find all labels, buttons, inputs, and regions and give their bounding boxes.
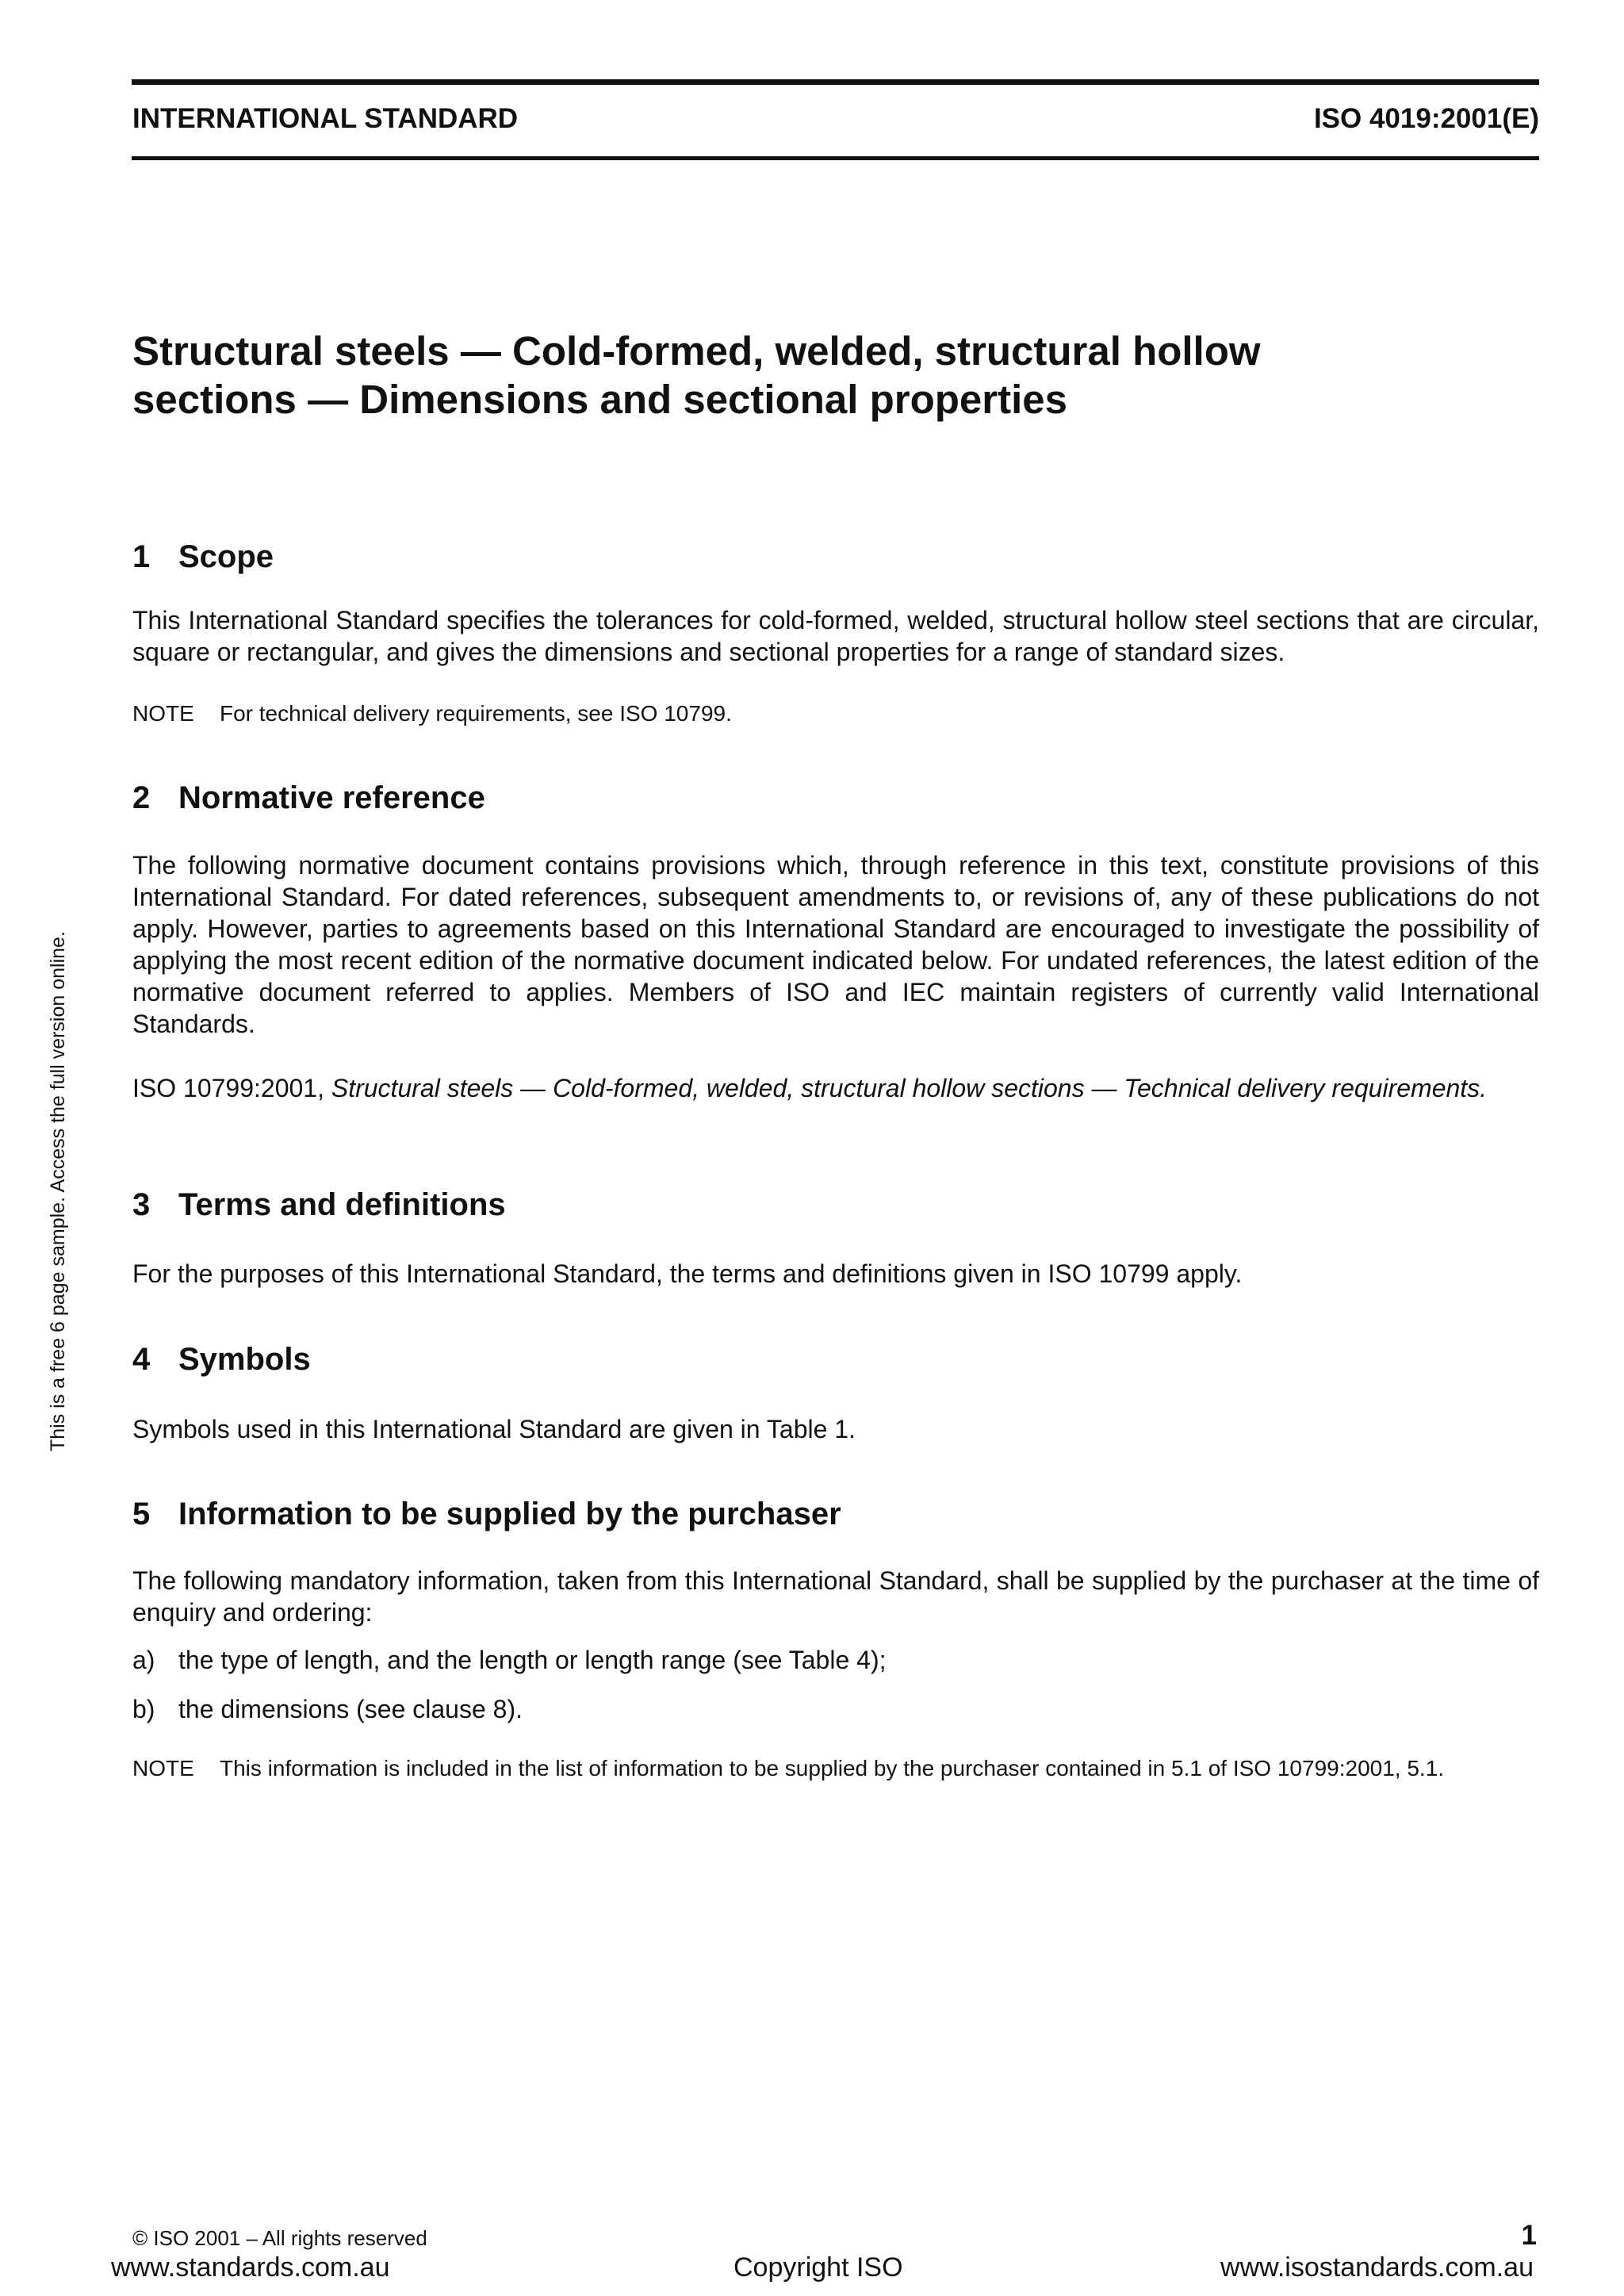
note-text: This information is included in the list of information to be supplied by the purchaser contained in 5.1 of ISO 10799:2001, 5.1. [220, 1756, 1445, 1780]
copyright-notice: © ISO 2001 – All rights reserved [132, 2226, 427, 2250]
section-heading-scope [132, 538, 274, 576]
section-title: Normative reference [178, 780, 485, 815]
section-heading-terms [132, 1186, 506, 1224]
list-item [132, 1693, 523, 1725]
note-text: For technical delivery requirements, see ISO 10799. [220, 701, 732, 726]
list-item [132, 1644, 886, 1676]
sample-notice: This is a free 6 page sample. Access the full version online. [47, 931, 69, 1451]
standards-website-link[interactable]: www.standards.com.au [111, 2252, 390, 2283]
section-title: Symbols [178, 1342, 311, 1377]
list-item-text: the type of length, and the length or length range (see Table 4); [178, 1646, 887, 1674]
section-number: 5 [132, 1497, 151, 1531]
purchaser-info-paragraph: The following mandatory information, taken from this International Standard, shall be supplied by the purchaser at the time of enquiry and ordering: [132, 1566, 1539, 1627]
document-title [132, 327, 1480, 424]
note-label: NOTE [132, 1756, 194, 1780]
copyright-label: Copyright ISO [733, 2252, 903, 2283]
section-number: 3 [132, 1187, 151, 1222]
section-number: 4 [132, 1342, 151, 1377]
section-title: Scope [178, 539, 274, 574]
header-rule-top [132, 79, 1539, 85]
page-number: 1 [1521, 2220, 1537, 2251]
scope-paragraph: This International Standard specifies the tolerances for cold-formed, welded, structural hollow steel sections that are circular, square or rectangular, and gives the dimensions and sectional properties for a range of standard sizes. [132, 606, 1539, 666]
document-title-line-2: sections — Dimensions and sectional properties [132, 377, 1067, 422]
list-item-text: the dimensions (see clause 8). [178, 1695, 523, 1723]
section-heading-normative-reference [132, 779, 485, 817]
section-heading-purchaser-info [132, 1495, 841, 1533]
terms-paragraph: For the purposes of this International Standard, the terms and definitions given in ISO 10799 apply. [132, 1259, 1243, 1288]
normative-reference-entry [132, 1072, 1539, 1104]
note-label: NOTE [132, 701, 194, 726]
document-title-line-1: Structural steels — Cold-formed, welded, structural hollow [132, 328, 1261, 374]
purchaser-info-note [132, 1754, 1539, 1783]
symbols-paragraph: Symbols used in this International Standard are given in Table 1. [132, 1415, 856, 1443]
header-rule-bottom [132, 156, 1539, 160]
reference-code: ISO 10799:2001, [132, 1074, 324, 1102]
section-number: 1 [132, 539, 151, 574]
reference-title: Structural steels — Cold-formed, welded, structural hollow sections — Technical delivery requirements. [331, 1074, 1488, 1102]
section-heading-symbols [132, 1340, 311, 1378]
section-title: Terms and definitions [178, 1187, 506, 1222]
section-number: 2 [132, 780, 151, 815]
isostandards-website-link[interactable]: www.isostandards.com.au [1220, 2252, 1534, 2283]
section-title: Information to be supplied by the purchaser [178, 1497, 841, 1531]
standard-number: ISO 4019:2001(E) [1313, 103, 1539, 134]
normative-reference-paragraph: The following normative document contains provisions which, through reference in this text, constitute provisions of this International Standard. For dated references, subsequent amendments to, or revisions of, any of these publications do not apply. However, parties to agreements based on this International Standard are encouraged to investigate the possibility of applying the most recent edition of the normative document indicated below. For undated references, the latest edition of the normative document referred to applies. Members of ISO and IEC maintain registers of currently valid International Standards. [132, 851, 1539, 1038]
list-marker: a) [132, 1646, 155, 1674]
header-label: INTERNATIONAL STANDARD [132, 103, 519, 134]
list-marker: b) [132, 1695, 155, 1723]
scope-note [132, 700, 1539, 728]
